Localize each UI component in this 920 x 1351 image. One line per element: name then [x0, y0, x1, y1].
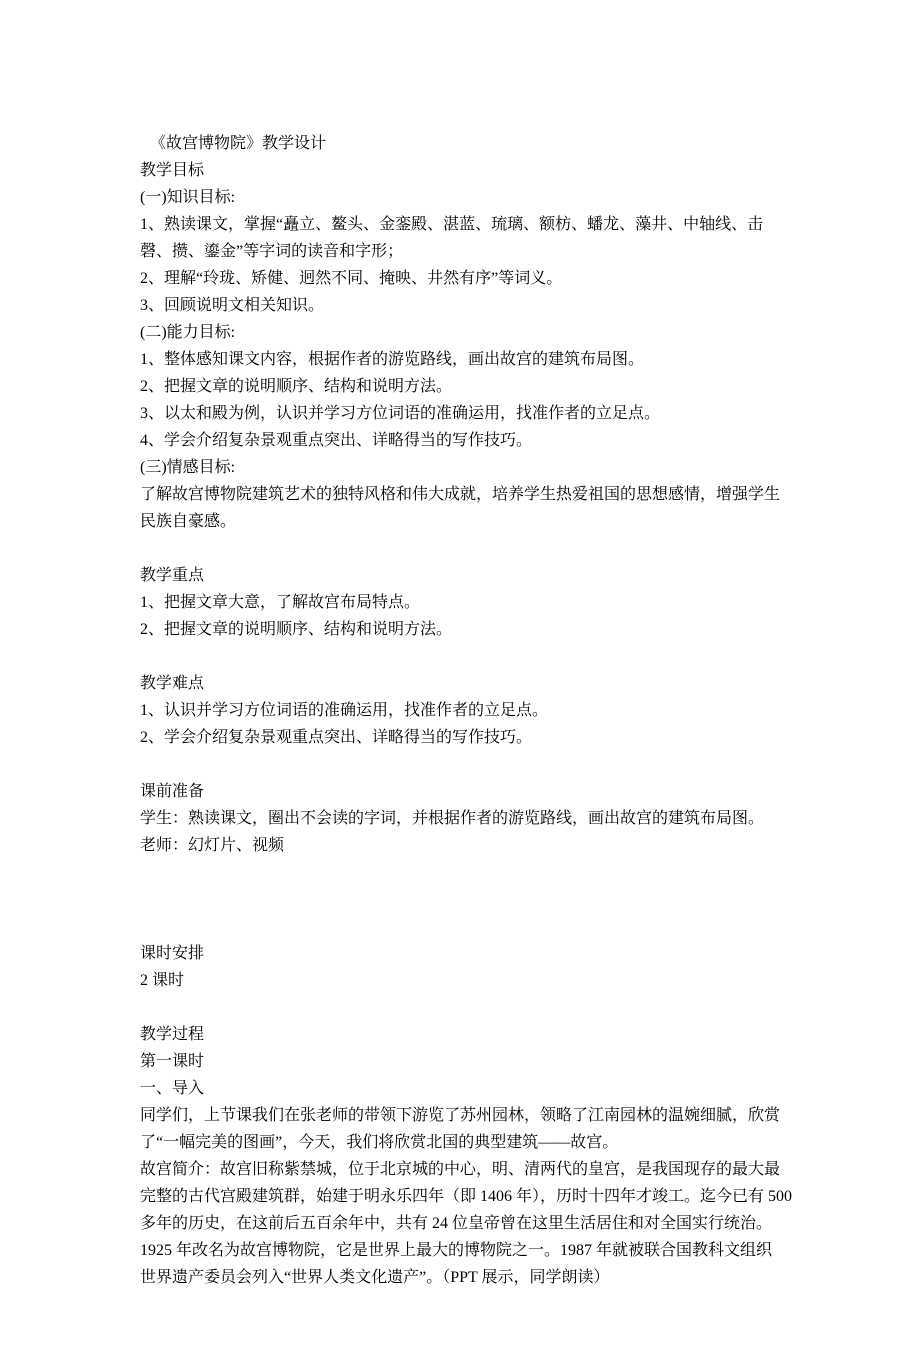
text-line: 1925 年改名为故宫博物院，它是世界上最大的博物院之一。1987 年就被联合国教科文组织 [140, 1242, 773, 1259]
text-line: 1、熟读课文，掌握“矗立、鳌头、金銮殿、湛蓝、琉璃、额枋、蟠龙、藻井、中轴线、击 [140, 216, 764, 233]
text-line: 3、以太和殿为例，认识并学习方位词语的准确运用，找准作者的立足点。 [140, 405, 661, 422]
text-line: (一)知识目标: [140, 189, 236, 206]
text-line: 2、把握文章的说明顺序、结构和说明方法。 [140, 378, 453, 395]
page-title: 《故宫博物院》教学设计 [150, 135, 327, 152]
blank-line [140, 994, 792, 1021]
text-line: 2、把握文章的说明顺序、结构和说明方法。 [140, 621, 453, 638]
blank-line [140, 913, 792, 940]
blank-line [140, 643, 792, 670]
text-line: 多年的历史，在这前后五百余年中，共有 24 位皇帝曾在这里生活居住和对全国实行统治。 [140, 1215, 773, 1232]
blank-line [140, 886, 792, 913]
text-line: 1、整体感知课文内容，根据作者的游览路线，画出故宫的建筑布局图。 [140, 351, 645, 368]
text-line: 完整的古代宫殿建筑群，始建于明永乐四年（即 1406 年），历时十四年才竣工。迄今已有 500 [140, 1188, 793, 1205]
text-line: 学生：熟读课文，圈出不会读的字词，并根据作者的游览路线，画出故宫的建筑布局图。 [140, 810, 765, 827]
text-line: 一、导入 [140, 1080, 205, 1097]
text-line: 1、认识并学习方位词语的准确运用，找准作者的立足点。 [140, 702, 549, 719]
text-line: 世界遗产委员会列入“世界人类文化遗产”。（PPT 展示，同学朗读） [140, 1269, 610, 1286]
section-heading-key-points: 教学重点 [140, 567, 205, 584]
text-line: 故宫简介：故宫旧称紫禁城，位于北京城的中心，明、清两代的皇宫，是我国现存的最大最 [140, 1161, 781, 1178]
text-line: 了解故宫博物院建筑艺术的独特风格和伟大成就，培养学生热爱祖国的思想感情，增强学生 [140, 486, 781, 503]
text-line: 2、学会介绍复杂景观重点突出、详略得当的写作技巧。 [140, 729, 533, 746]
text-line: (二)能力目标: [140, 324, 236, 341]
text-line: 老师：幻灯片、视频 [140, 837, 285, 854]
text-line: 2、理解“玲珑、矫健、迥然不同、掩映、井然有序”等词义。 [140, 270, 563, 287]
section-heading-schedule: 课时安排 [140, 945, 205, 962]
text-line: (三)情感目标: [140, 459, 236, 476]
blank-line [140, 859, 792, 886]
text-line: 第一课时 [140, 1053, 205, 1070]
section-heading-process: 教学过程 [140, 1026, 205, 1043]
text-line: 同学们，上节课我们在张老师的带领下游览了苏州园林，领略了江南园林的温婉细腻，欣赏 [140, 1107, 781, 1124]
blank-line [140, 751, 792, 778]
text-line: 2 课时 [140, 972, 185, 989]
text-line: 了“一幅完美的图画”，今天，我们将欣赏北国的典型建筑——故宫。 [140, 1134, 619, 1151]
section-heading-objectives: 教学目标 [140, 162, 205, 179]
text-line: 民族自豪感。 [140, 513, 237, 530]
section-heading-preparation: 课前准备 [140, 783, 205, 800]
text-line: 磬、攒、鎏金”等字词的读音和字形； [140, 243, 404, 260]
blank-line [140, 535, 792, 562]
text-line: 3、回顾说明文相关知识。 [140, 297, 325, 314]
text-line: 4、学会介绍复杂景观重点突出、详略得当的写作技巧。 [140, 432, 533, 449]
section-heading-difficulties: 教学难点 [140, 675, 205, 692]
text-line: 1、把握文章大意，了解故宫布局特点。 [140, 594, 421, 611]
